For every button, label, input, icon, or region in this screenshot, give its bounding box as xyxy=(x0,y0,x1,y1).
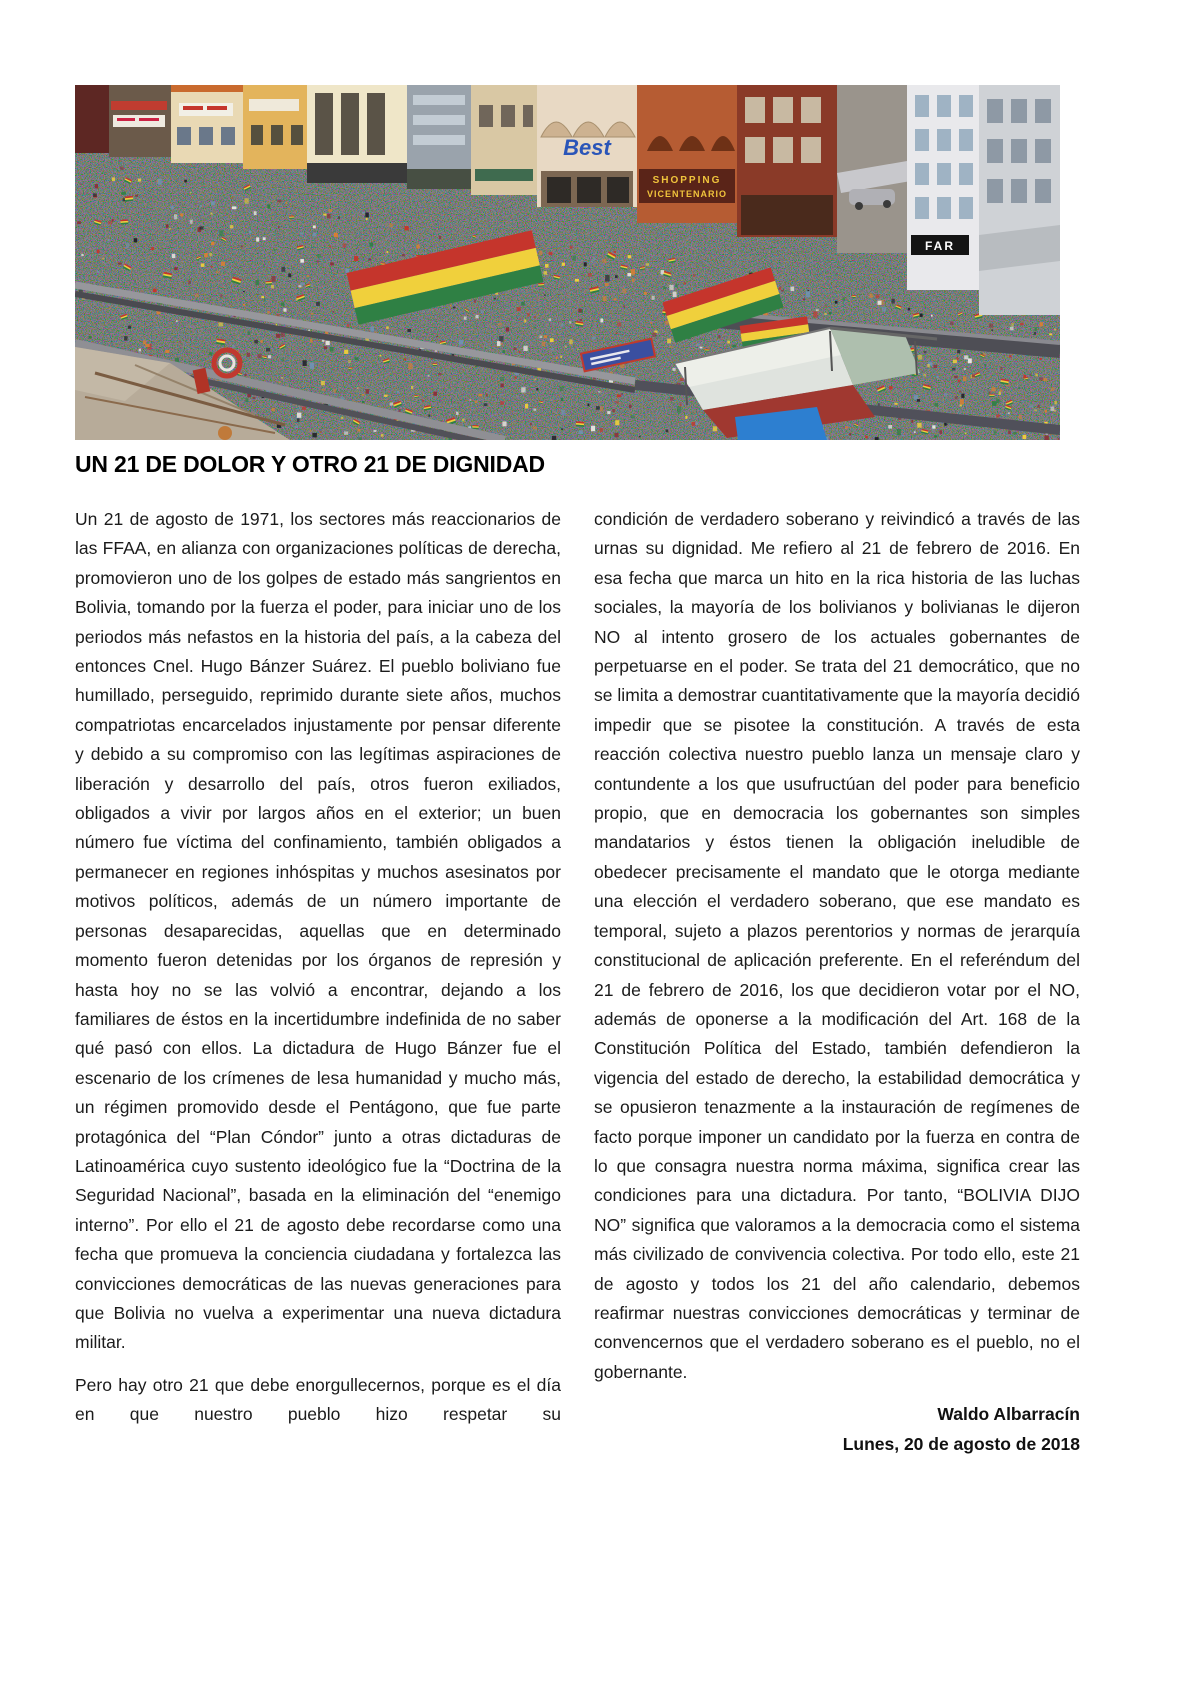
protest-photo xyxy=(75,85,1060,440)
right-column xyxy=(594,505,1080,1459)
shopping-sign-line1: SHOPPING xyxy=(652,175,722,186)
article-body xyxy=(75,505,1080,1459)
best-sign: Best xyxy=(563,135,611,160)
body-paragraph-2: Pero hay otro 21 que debe enorgullecernos, porque es el día en que nuestro pueblo hizo respetar su xyxy=(75,1374,561,1425)
signature-block xyxy=(594,1400,1080,1459)
farmacia-sign: FAR xyxy=(925,239,955,253)
shopping-sign-line2: VICENTENARIO xyxy=(646,189,728,199)
article-title: UN 21 DE DOLOR Y OTRO 21 DE DIGNIDAD xyxy=(75,451,545,477)
signature-author: Waldo Albarracín xyxy=(937,1404,1080,1425)
signature-date: Lunes, 20 de agosto de 2018 xyxy=(842,1433,1080,1454)
body-paragraph-1: Un 21 de agosto de 1971, los sectores más reaccionarios de las FFAA, en alianza con organizaciones políticas de derecha, promovieron uno de los golpes de estado más sangrientos en Bolivia, tomando por la fuerza el poder, para iniciar uno de los periodos más nefastos en la historia del país, a la cabeza del entonces Cnel. Hugo Bánzer Suárez. El pueblo boliviano fue humillado, perseguido, reprimido durante siete años, muchos compatriotas encarcelados injustamente por pensar diferente y debido a su compromiso con las legítimas aspiraciones de liberación y desarrollo del país, otros fueron exiliados, obligados a vivir por largos años en el exterior; un buen número fue víctima del confinamiento, también obligados a permanecer en regiones inhóspitas y muchos asesinatos por motivos políticos, además de un número importante de personas desaparecidas, aquellas que en determinado momento fueron detenidas por los órganos de represión y hasta hoy no se las volvió a encontrar, dejando a los familiares de éstos en la incertidumbre indefinida de no saber qué pasó con ellos. La dictadura de Hugo Bánzer fue el escenario de los crímenes de lesa humanidad y mucho más, un régimen promovido desde el Pentágono, que fue parte protagónica del “Plan Cóndor” junto a otras dictaduras de Latinoamérica cuyo sustento ideológico fue la “Doctrina de la Seguridad Nacional”, basada en la eliminación del “enemigo interno”. Por ello el 21 de agosto debe recordarse como una fecha que promueva la conciencia ciudadana y fortalezca las convicciones democráticas de las nuevas generaciones para que Bolivia no vuelva a experimentar una nueva dictadura militar. xyxy=(75,509,561,1353)
body-paragraph-3: condición de verdadero soberano y reivindicó a través de las urnas su dignidad. Me refiero al 21 de febrero de 2016. En esa fecha que marca un hito en la rica historia de las luchas sociales, la mayoría de los bolivianos y bolivianas le dijeron NO al intento grosero de los actuales gobernantes de perpetuarse en el poder. Se trata del 21 democrático, que no se limita a demostrar cuantitativamente que la mayoría decidió impedir que se pisotee la constitución. A través de esta reacción colectiva nuestro pueblo lanza un mensaje claro y contundente a los que usufructúan del poder para beneficio propio, que en democracia los gobernantes son simples mandatarios y éstos tienen la obligación ineludible de obedecer precisamente el mandato que le otorga mediante una elección el verdadero soberano, que ese mandato es temporal, sujeto a plazos perentorios y normas de jerarquía constitucional de aplicación preferente. En el referéndum del 21 de febrero de 2016, los que decidieron votar por el NO, además de oponerse a la modificación del Art. 168 de la Constitución Política del Estado, también defendieron la vigencia del estado de derecho, la estabilidad democrática y se opusieron tenazmente a la instauración de regímenes de facto porque imponer un candidato por la fuerza en contra de lo que consagra nuestra norma máxima, significa crear las condiciones para una dictadura. Por tanto, “BOLIVIA DIJO NO” significa que valoramos a la democracia como el sistema más civilizado de convivencia colectiva. Por todo ello, este 21 de agosto y todos los 21 del año calendario, debemos reafirmar nuestras convicciones democráticas y terminar de convencernos que el verdadero soberano es el pueblo, no el gobernante. xyxy=(594,509,1080,1382)
left-column xyxy=(75,505,561,1459)
